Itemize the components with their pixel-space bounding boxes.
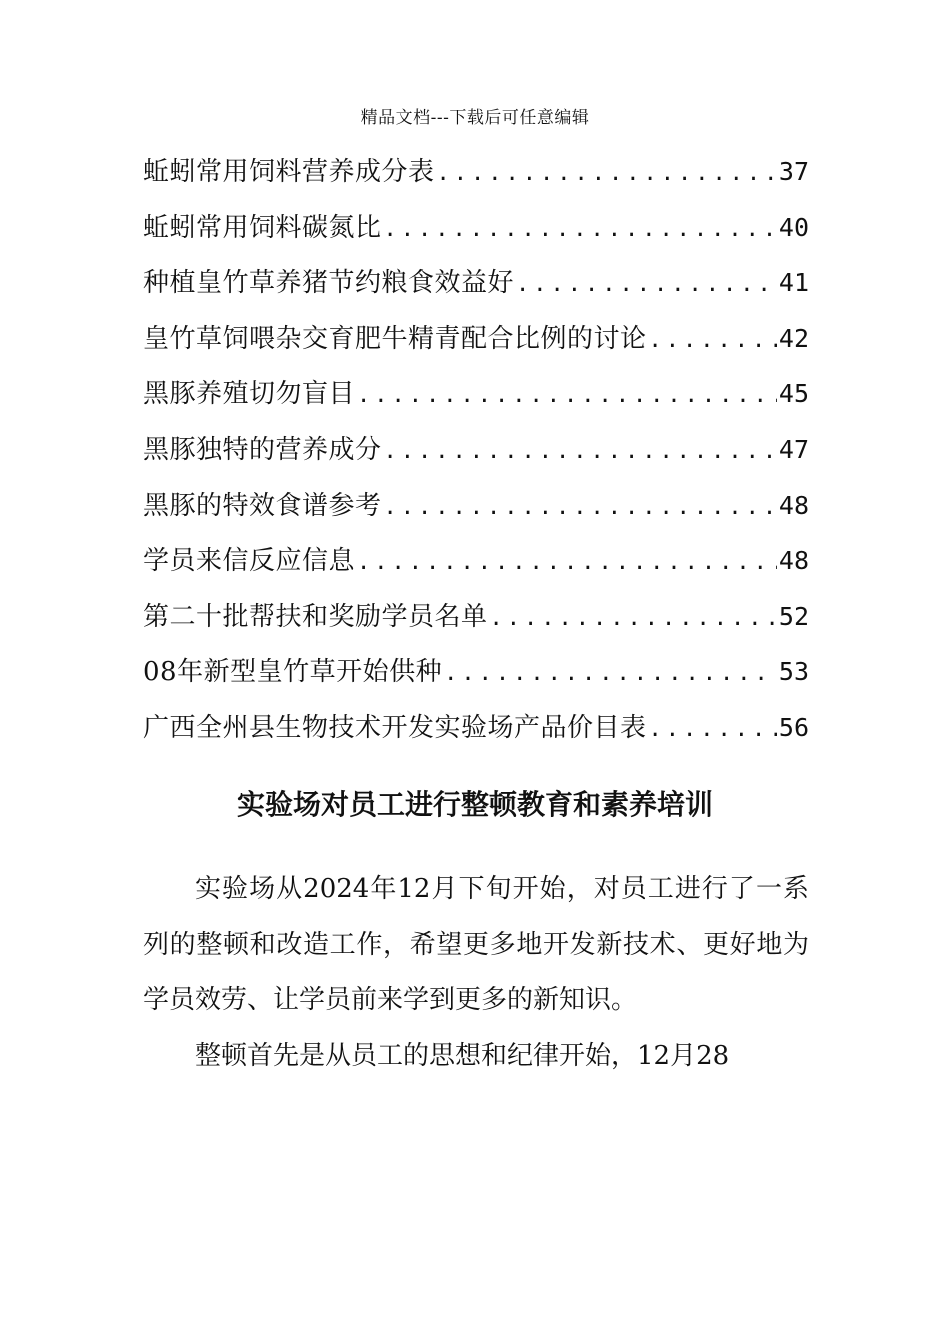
toc-dot-leader (384, 202, 777, 256)
toc-entry-page: 48 (778, 546, 809, 576)
table-of-contents (143, 144, 809, 756)
toc-entry-page: 48 (778, 490, 809, 520)
toc-dot-leader (490, 591, 777, 645)
toc-entry-page: 52 (778, 601, 809, 631)
toc-entry-page: 40 (778, 212, 809, 242)
toc-entry-title: 第二十批帮扶和奖励学员名单 (143, 601, 488, 632)
toc-dot-leader (649, 702, 777, 756)
toc-entry[interactable] (143, 311, 809, 367)
toc-entry[interactable] (143, 644, 809, 700)
toc-dot-leader (516, 257, 777, 311)
article-paragraph: 实验场从2024年12月下旬开始，对员工进行了一系列的整顿和改造工作，希望更多地开发新技术、更好地为学员效劳、让学员前来学到更多的新知识。 (143, 874, 809, 1015)
toc-entry[interactable] (143, 700, 809, 756)
toc-entry[interactable] (143, 200, 809, 256)
toc-entry-title: 广西全州县生物技术开发实验场产品价目表 (143, 712, 647, 743)
toc-entry[interactable] (143, 533, 809, 589)
article-body (143, 862, 809, 1084)
toc-dot-leader (384, 480, 777, 534)
toc-entry-page: 47 (778, 434, 809, 464)
toc-entry-page: 45 (778, 379, 809, 409)
toc-entry[interactable] (143, 589, 809, 645)
toc-dot-leader (384, 424, 777, 478)
toc-entry-title: 蚯蚓常用饲料碳氮比 (143, 212, 382, 243)
toc-entry-page: 53 (778, 657, 809, 687)
toc-entry-title: 黑豚的特效食谱参考 (143, 490, 382, 521)
toc-entry-title: 种植皇竹草养猪节约粮食效益好 (143, 268, 515, 299)
toc-entry-page: 37 (778, 157, 809, 186)
toc-entry[interactable] (143, 255, 809, 311)
toc-dot-leader (437, 146, 777, 200)
toc-entry-title: 皇竹草饲喂杂交育肥牛精青配合比例的讨论 (143, 323, 647, 354)
article-title: 实验场对员工进行整顿教育和素养培训 (236, 788, 713, 821)
article-paragraph: 整顿首先是从员工的思想和纪律开始，12月28 (195, 1040, 730, 1071)
toc-dot-leader (649, 313, 777, 367)
toc-entry-page: 41 (778, 268, 809, 298)
toc-entry-title: 蚯蚓常用饲料营养成分表 (143, 157, 435, 187)
toc-entry-title: 学员来信反应信息 (143, 546, 356, 577)
toc-entry[interactable] (143, 422, 809, 478)
toc-entry-title: 08年新型皇竹草开始供种 (143, 657, 443, 688)
toc-dot-leader (357, 535, 777, 589)
toc-entry[interactable] (143, 366, 809, 422)
toc-dot-leader (444, 646, 777, 700)
toc-entry-title: 黑豚养殖切勿盲目 (143, 379, 356, 410)
toc-entry-page: 56 (778, 712, 809, 742)
toc-entry[interactable] (143, 144, 809, 200)
toc-entry-page: 42 (778, 323, 809, 353)
toc-dot-leader (357, 368, 777, 422)
toc-entry[interactable] (143, 478, 809, 534)
toc-entry-title: 黑豚独特的营养成分 (143, 434, 382, 465)
page-header: 精品文档---下载后可任意编辑 (360, 108, 590, 128)
